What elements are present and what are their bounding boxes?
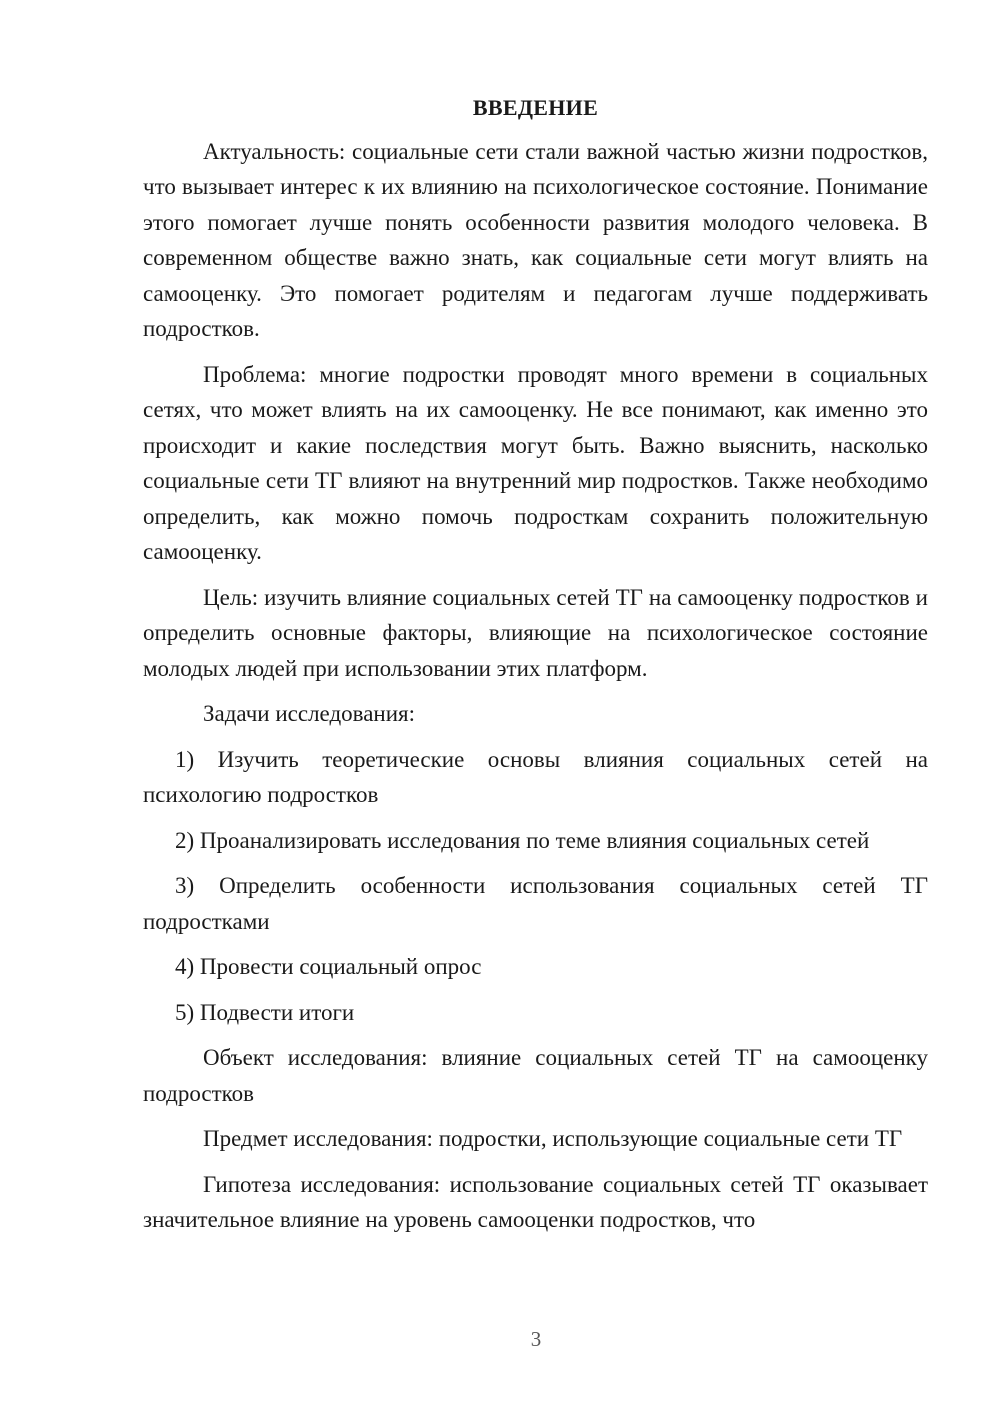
page-title: ВВЕДЕНИЕ: [472, 95, 599, 120]
document-page: [143, 90, 928, 1248]
task-item-4: 4) Провести социальный опрос: [175, 954, 482, 979]
paragraph-object: Объект исследования: влияние социальных сетей ТГ на самооценку подростков: [143, 1045, 928, 1106]
page-number: 3: [530, 1327, 542, 1351]
paragraph-subject: Предмет исследования: подростки, использующие социальные сети ТГ: [203, 1126, 903, 1151]
task-item-1: 1) Изучить теоретические основы влияния социальных сетей на психологию подростков: [143, 746, 928, 807]
task-item-3: 3) Определить особенности использования социальных сетей ТГ подростками: [143, 873, 928, 934]
paragraph-hypothesis: Гипотеза исследования: использование социальных сетей ТГ оказывает значительное влияние на уровень самооценки подростков, что: [143, 1171, 928, 1232]
paragraph-problem: Проблема: многие подростки проводят много времени в социальных сетях, что может влиять на их самооценку. Не все понимают, как именно это происходит и какие последствия могут быть. Важно выяснить, насколько социальные сети ТГ влияют на внутренний мир подростков. Также необходимо определить, как можно помочь подросткам сохранить положительную самооценку.: [143, 361, 928, 564]
paragraph-relevance: Актуальность: социальные сети стали важной частью жизни подростков, что вызывает интерес к их влиянию на психологическое состояние. Понимание этого помогает лучше понять особенности развития молодого человека. В современном обществе важно знать, как социальные сети могут влиять на самооценку. Это помогает родителям и педагогам лучше поддерживать подростков.: [143, 138, 928, 341]
task-item-2: 2) Проанализировать исследования по теме влияния социальных сетей: [175, 827, 870, 853]
paragraph-goal: Цель: изучить влияние социальных сетей ТГ на самооценку подростков и определить основные факторы, влияющие на психологическое состояние молодых людей при использовании этих платформ.: [143, 584, 928, 681]
paragraph-tasks-heading: Задачи исследования:: [203, 701, 416, 726]
task-item-5: 5) Подвести итоги: [175, 999, 355, 1025]
